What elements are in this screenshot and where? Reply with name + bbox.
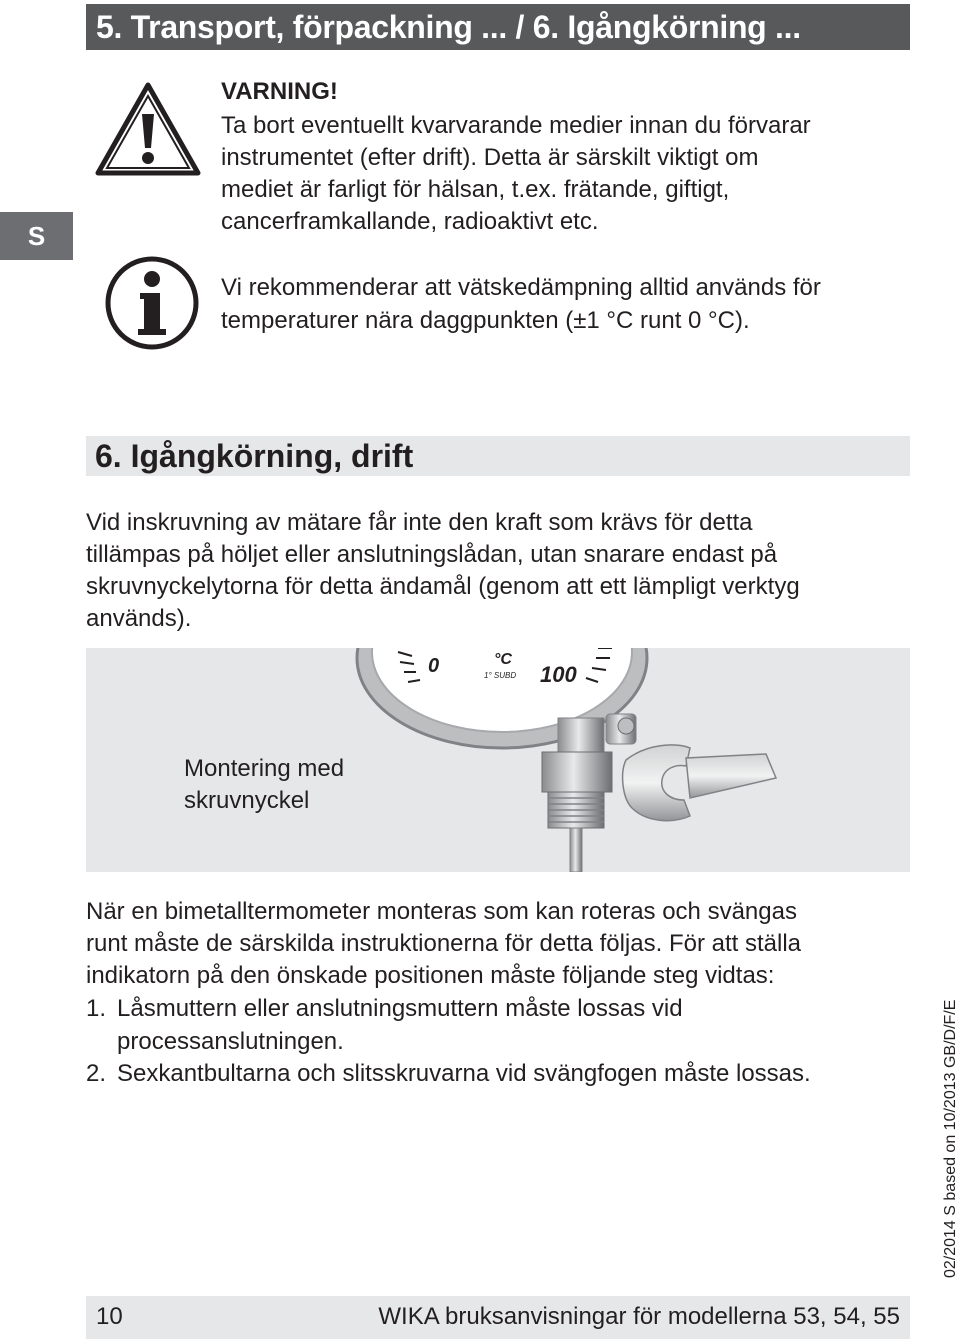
footer-bar [86, 1296, 910, 1339]
document-revision-note: 02/2014 S based on 10/2013 GB/D/F/E [942, 999, 959, 1278]
step-1-line-1: Låsmuttern eller anslutningsmuttern måste lossas vid [117, 995, 683, 1022]
body1-line-4: används). [86, 605, 192, 632]
footer-title: WIKA bruksanvisningar för modellerna 53, 54, 55 [378, 1303, 900, 1330]
figure-wrench-mounting [86, 648, 910, 872]
info-icon [104, 255, 200, 351]
step-1-number: 1. [86, 995, 107, 1022]
body1-line-2: tillämpas på höljet eller anslutningslådan, utan snarare endast på [86, 541, 778, 568]
body1-line-1: Vid inskruvning av mätare får inte den kraft som krävs för detta [86, 509, 753, 536]
header-bar [86, 4, 910, 50]
section-heading: 6. Igångkörning, drift [95, 438, 414, 474]
page-number: 10 [96, 1303, 123, 1330]
warning-triangle-icon [95, 82, 201, 176]
step-2-line-1: Sexkantbultarna och slitsskruvarna vid svängfogen måste lossas. [117, 1060, 811, 1087]
body2-line-3: indikatorn på den önskade positionen måste följande steg vidtas: [86, 962, 775, 989]
dial-label-100: 100 [540, 662, 577, 687]
warning-line-2: instrumentet (efter drift). Detta är särskilt viktigt om [221, 144, 759, 171]
info-line-1: Vi rekommenderar att vätskedämpning alltid används för [221, 274, 821, 301]
figure-caption-line-1: Montering med [184, 755, 345, 782]
step-1-line-2: processanslutningen. [117, 1028, 344, 1055]
section-heading-bar [86, 436, 910, 476]
figure-caption-line-2: skruvnyckel [184, 787, 310, 814]
dial-label-sub: 1° SUBD [484, 671, 517, 680]
warning-line-1: Ta bort eventuellt kvarvarande medier innan du förvarar [221, 112, 811, 139]
step-2-number: 2. [86, 1060, 107, 1087]
language-tab: S [0, 212, 73, 260]
dial-label-unit: °C [494, 651, 512, 668]
body1-line-3: skruvnyckelytorna för detta ändamål (genom att ett lämpligt verktyg [86, 573, 800, 600]
figure-caption [184, 753, 344, 817]
info-line-2: temperaturer nära daggpunkten (±1 °C runt 0 °C). [221, 307, 750, 334]
page-title: 5. Transport, förpackning ... / 6. Igångkörning ... [96, 9, 801, 45]
body2-line-1: När en bimetalltermometer monteras som kan roteras och svängas [86, 898, 797, 925]
warning-title: VARNING! [221, 78, 338, 105]
dial-label-0: 0 [428, 655, 440, 677]
warning-line-4: cancerframkallande, radioaktivt etc. [221, 208, 599, 235]
warning-line-3: mediet är farligt för hälsan, t.ex. frätande, giftigt, [221, 176, 730, 203]
body2-line-2: runt måste de särskilda instruktionerna för detta följas. För att ställa [86, 930, 801, 957]
